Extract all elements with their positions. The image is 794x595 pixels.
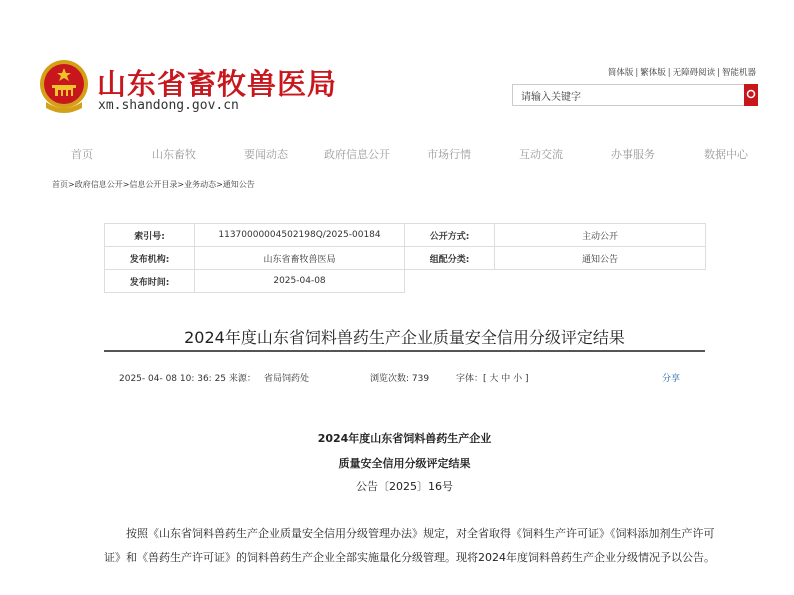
nav-gov-info[interactable]: 政府信息公开 xyxy=(324,148,390,161)
top-link-traditional[interactable]: 繁体版 xyxy=(640,68,666,78)
search-input[interactable] xyxy=(513,88,749,108)
site-url: xm.shandong.gov.cn xyxy=(98,98,239,113)
nav-interaction[interactable]: 互动交流 xyxy=(519,148,563,161)
meta-category-label: 组配分类: xyxy=(405,247,495,270)
meta-date-value: 2025-04-08 xyxy=(195,270,405,293)
meta-publisher-label: 发布机构: xyxy=(105,247,195,270)
top-links: 简体版 | 繁体版 | 无障碍阅读 | 智能机器 xyxy=(607,68,756,78)
meta-category-value: 通知公告 xyxy=(495,247,706,270)
doc-subtitle-1: 2024年度山东省饲料兽药生产企业 xyxy=(317,432,492,445)
main-nav xyxy=(0,146,794,162)
info-meta-table xyxy=(104,223,706,293)
meta-index-value: 11370000004502198Q/2025-00184 xyxy=(195,224,405,247)
article-paragraph: 按照《山东省饲料兽药生产企业质量安全信用分级管理办法》规定，对全省取得《饲料生产许可证》《饲料添加剂生产许可证》和《兽药生产许可证》的饲料兽药生产企业全部实施量化分级管理。现将2024年度饲料兽药生产企业分级情况予以公告。 xyxy=(104,527,715,564)
article-views: 浏览次数: 739 xyxy=(370,374,430,384)
meta-date-label: 发布时间: xyxy=(105,270,195,293)
national-emblem-icon xyxy=(38,58,90,116)
nav-news[interactable]: 要闻动态 xyxy=(244,148,288,161)
font-size-selector[interactable]: 字体：[ 大 中 小 ] xyxy=(456,374,529,384)
breadcrumb[interactable]: 首页>政府信息公开>信息公开目录>业务动态>通知公告 xyxy=(52,180,255,189)
top-link-robot[interactable]: 智能机器 xyxy=(721,68,756,78)
notice-number: 公告〔2025〕16号 xyxy=(356,480,453,493)
nav-shandong-livestock[interactable]: 山东畜牧 xyxy=(152,148,196,161)
nav-services[interactable]: 办事服务 xyxy=(611,148,655,161)
search-button[interactable] xyxy=(744,84,758,106)
top-link-accessibility[interactable]: 无障碍阅读 xyxy=(672,68,716,78)
meta-index-label: 索引号: xyxy=(105,224,195,247)
title-divider xyxy=(104,350,705,352)
article-datetime: 2025- 04- 08 10: 36: 25 来源： xyxy=(119,374,256,384)
meta-open-mode-value: 主动公开 xyxy=(495,224,706,247)
meta-empty xyxy=(405,270,706,293)
nav-data-center[interactable]: 数据中心 xyxy=(704,148,748,161)
nav-home[interactable]: 首页 xyxy=(71,148,93,161)
search-icon xyxy=(745,89,757,101)
article-source: 省局饲药处 xyxy=(264,374,310,384)
nav-market[interactable]: 市场行情 xyxy=(427,148,471,161)
meta-open-mode-label: 公开方式: xyxy=(405,224,495,247)
doc-subtitle-2: 质量安全信用分级评定结果 xyxy=(338,457,471,470)
search-box xyxy=(512,84,758,106)
top-link-simplified[interactable]: 简体版 xyxy=(607,68,634,78)
site-name[interactable]: 山东省畜牧兽医局 xyxy=(97,67,338,101)
share-button[interactable]: 分享 xyxy=(662,374,681,384)
meta-publisher-value: 山东省畜牧兽医局 xyxy=(195,247,405,270)
article-title: 2024年度山东省饲料兽药生产企业质量安全信用分级评定结果 xyxy=(184,328,625,347)
